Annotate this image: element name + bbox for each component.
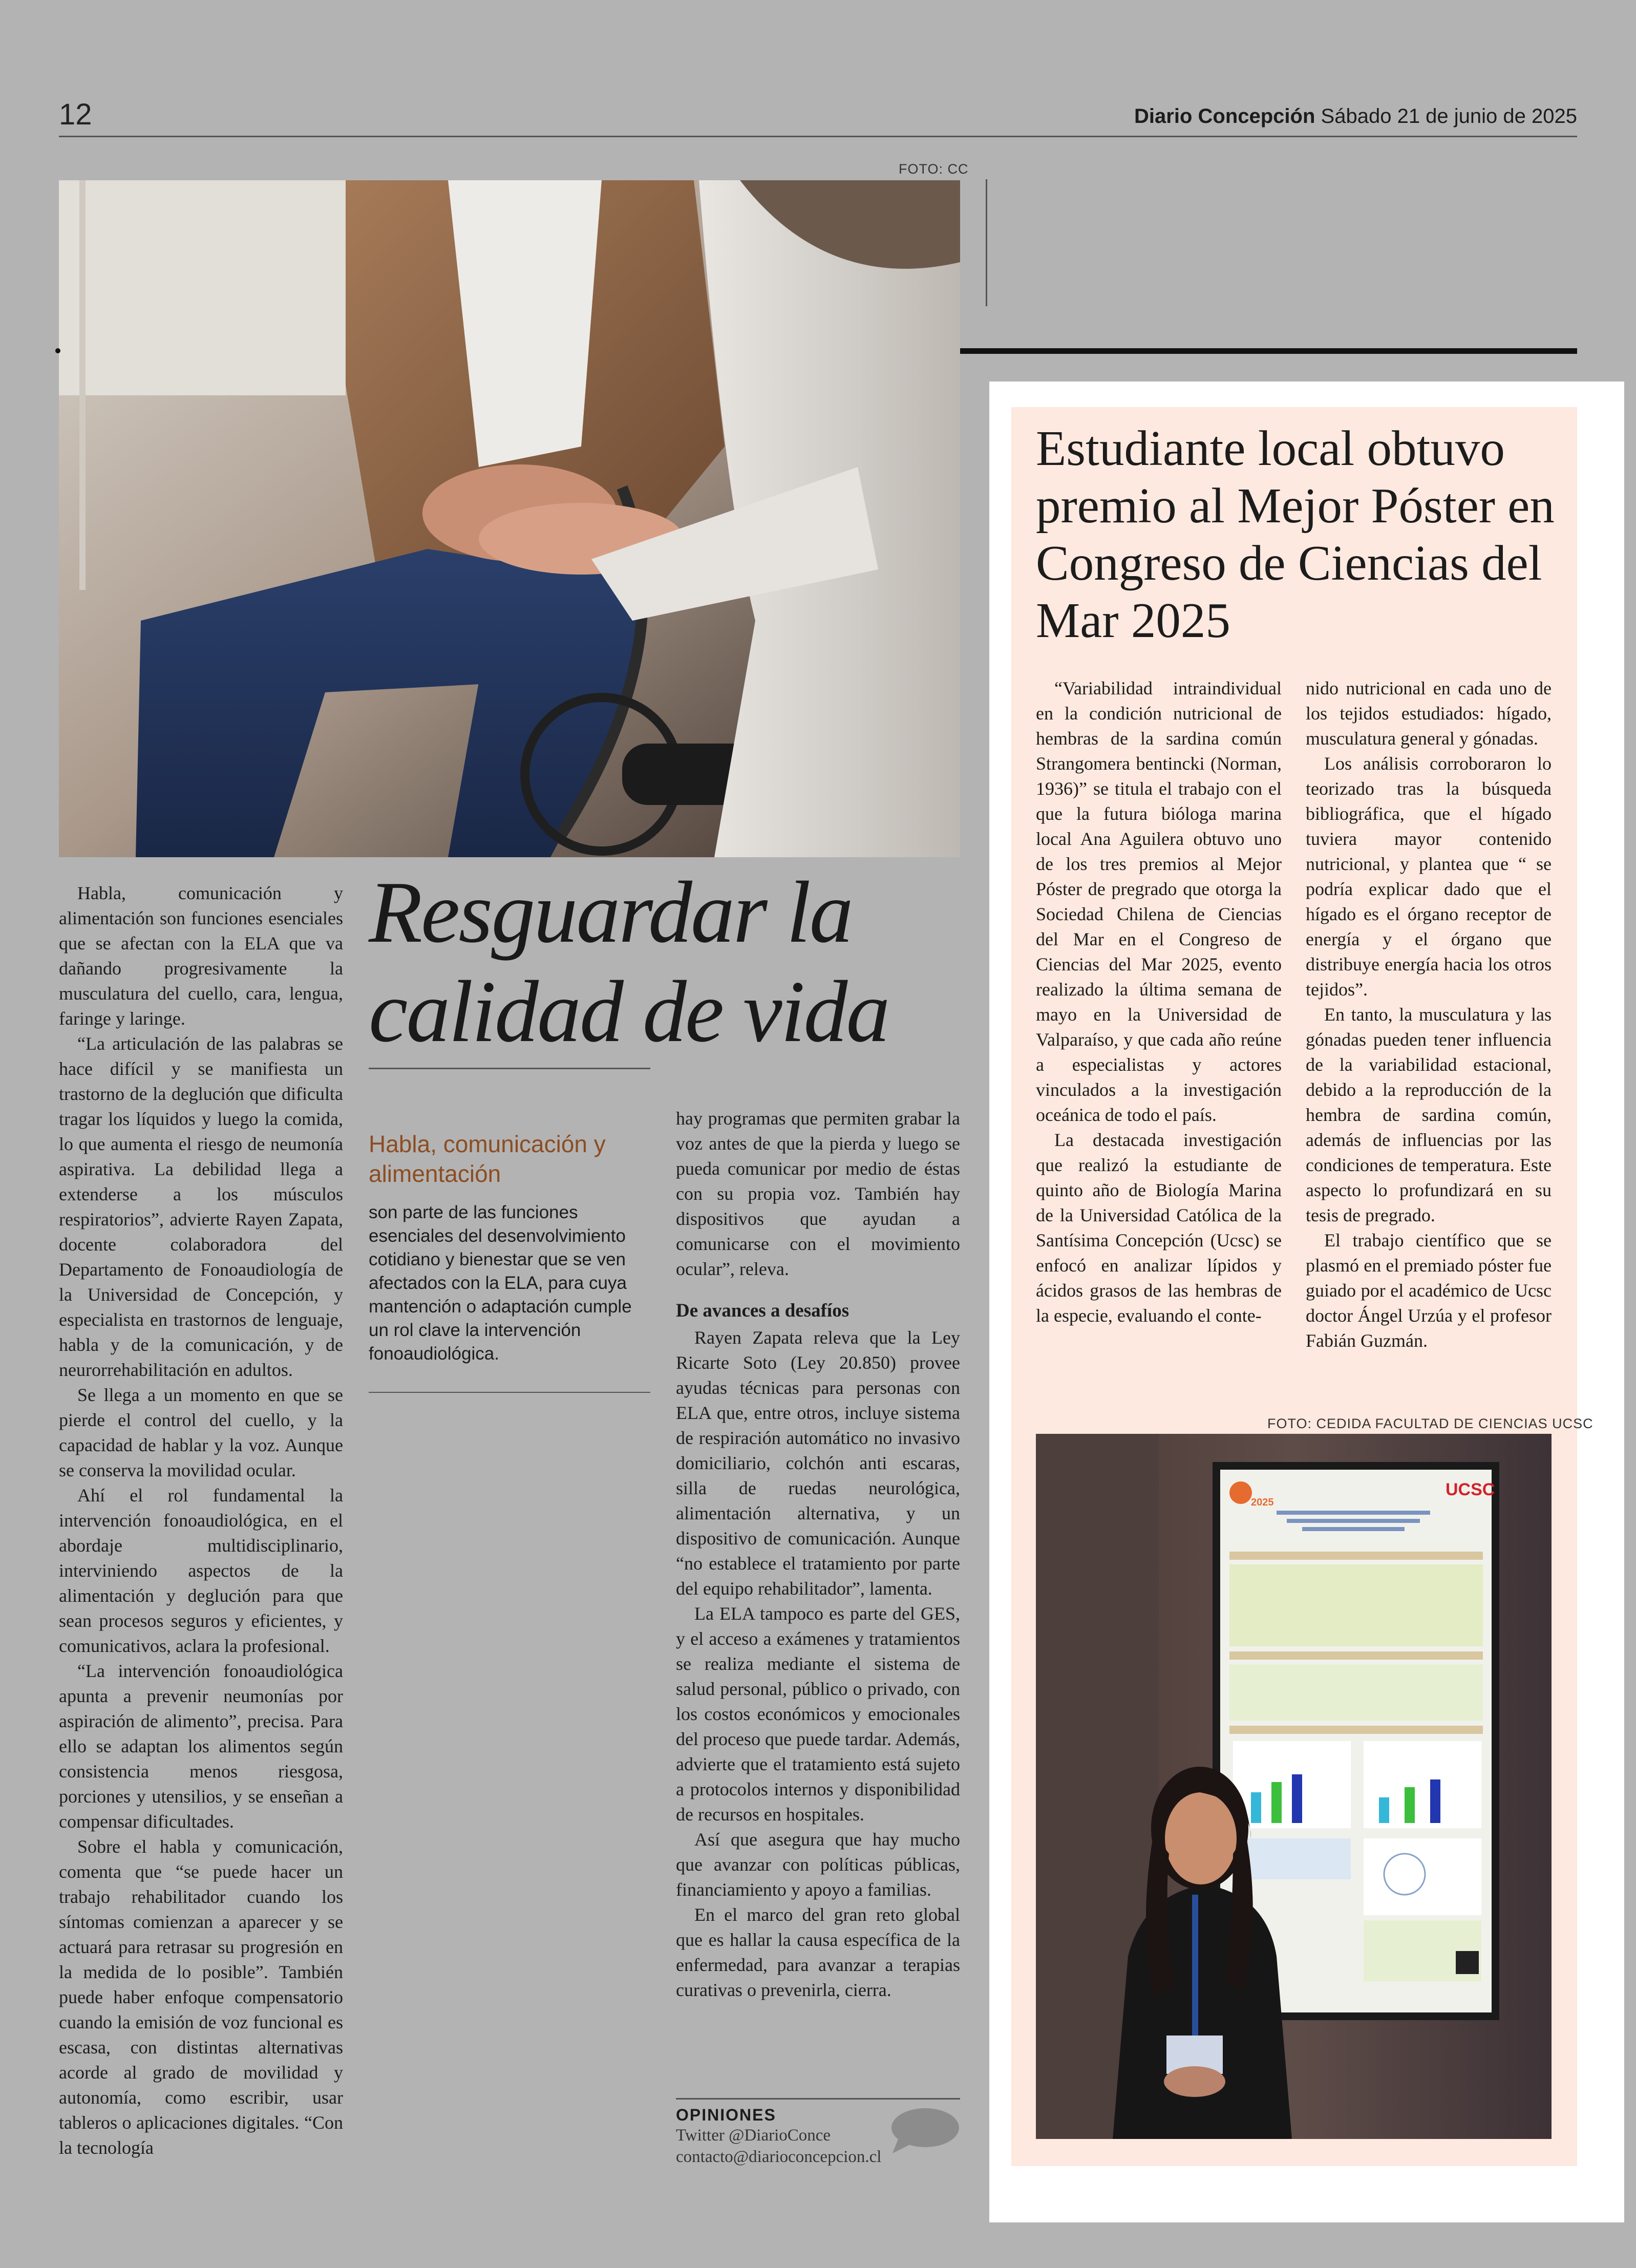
sidebar-photo (1036, 1434, 1552, 2139)
paragraph: Así que asegura que hay mucho que avanzar con políticas públicas, financiamiento y apoyo a familias. (676, 1829, 960, 1900)
poster-year: 2025 (1251, 1497, 1274, 1508)
sidebar-headline: Estudiante local obtuvo premio al Mejor Póster en Congreso de Ciencias del Mar 2025 (1036, 421, 1555, 648)
paragraph: “Variabilidad intraindividual en la condición nutricional de hembras de la sardina común Strangomera bentincki (Norman, 1936)” se titula el trabajo con el que la futura bióloga marina local Ana Aguilera obtuvo uno de los tres premios al Mejor Póster de pregrado que otorga la Sociedad Chilena de Ciencias del Mar en el Congreso de Ciencias del Mar 2025, evento realizado la última semana de mayo en la Universidad de Valparaíso, y que cada año reúne a especialistas y actores vinculados a la investigación oceánica de todo el país. (1036, 678, 1282, 1125)
issue-date: Sábado 21 de junio de 2025 (1321, 105, 1577, 128)
opinions-title: OPINIONES (676, 2106, 776, 2124)
column-rule (986, 179, 987, 306)
section-divider (960, 348, 1577, 354)
paragraph: La destacada investigación que realizó la estudiante de quinto año de Biología Marina de la Universidad Católica de la Santísima Concepción (Ucsc) se enfocó en analizar lípidos y ácidos grasos de las hembras de la especie, evaluando el conte- (1036, 1130, 1282, 1326)
paragraph: Ahí el rol fundamental la intervención fonoaudiológica, en el abordaje multidisciplinario, interviniendo aspectos de la alimentación y deglución para que sean procesos seguros y eficientes, y comunicativos, aclara la profesional. (59, 1485, 343, 1656)
lead-body: son parte de las funciones esenciales del desenvolvimiento cotidiano y bienestar que se ven afectados con la ELA, para cuya mantención o adaptación cumple un rol clave la intervención fonoaudiológica. (369, 1202, 632, 1364)
sidebar-col2 (1306, 676, 1552, 1353)
paragraph: Los análisis corroboraron lo teorizado tras la búsqueda bibliográfica, que el hígado tuviera mayor contenido nutricional, y plantea que “ se podría explicar dado que el hígado es el órgano receptor de energía y el órgano que distribuye energía hacia los otros tejidos”. (1306, 753, 1552, 1000)
photo-credit: FOTO: CC (899, 161, 969, 177)
speech-bubble-icon (888, 2107, 960, 2154)
header-rule (59, 136, 1577, 137)
paragraph: hay programas que permiten grabar la voz antes de que la pierda y luego se pueda comunicar por medio de éstas con su propia voz. También hay dispositivos que ayudan a comunicarse con el movimiento ocular”, releva. (676, 1108, 960, 1279)
sidebar-col1 (1036, 676, 1282, 1328)
paragraph: En tanto, la musculatura y las gónadas pueden tener influencia de la variabilidad estacional, debido a la reproducción de la hembra de sardina común, además de influencias por las condiciones de temperatura. Este aspecto lo profundizará en su tesis de pregrado. (1306, 1004, 1552, 1225)
contact-email[interactable]: contacto@diarioconcepcion.cl (676, 2148, 882, 2166)
lead-rule-top (369, 1068, 650, 1069)
newspaper-name: Diario Concepción (1134, 105, 1315, 128)
main-headline (369, 863, 958, 1062)
page-number: 12 (59, 98, 92, 131)
lead-title: Habla, comunicación y alimentación (369, 1131, 606, 1187)
poster-brand: UCSC (1446, 1480, 1495, 1499)
paragraph: Habla, comunicación y alimentación son funciones esenciales que se afectan con la ELA que va dañando progresivamente la musculatura del cuello, cara, lengua, faringe y laringe. (59, 883, 343, 1029)
rule-marker (55, 348, 60, 353)
main-photo (59, 180, 960, 857)
student-with-poster-image (1036, 1434, 1552, 2139)
paragraph: El trabajo científico que se plasmó en el premiado póster fue guiado por el académico de Ucsc doctor Ángel Urzúa y el profesor Fabián Guzmán. (1306, 1230, 1552, 1351)
paragraph: Rayen Zapata releva que la Ley Ricarte Soto (Ley 20.850) provee ayudas técnicas para personas con ELA que, entre otros, incluye sistema de respiración automático no invasivo domiciliario, colchón anti escaras, silla de ruedas neurológica, alimentación alternativa, y un dispositivo de comunicación. Aunque “no establece el tratamiento por parte del equipo rehabilitador”, lamenta. (676, 1327, 960, 1599)
main-article-col3 (676, 1106, 960, 2003)
subheading: De avances a desafíos (676, 1300, 849, 1321)
headline-line: Resguardar la (369, 864, 852, 961)
paragraph: Sobre el habla y comunicación, comenta que “se puede hacer un trabajo rehabilitador cuando los síntomas comienzan a aparecer y se actuará para retrasar su progresión en la medida de lo posible”. También puede haber enfoque compensatorio cuando la emisión de voz funcional es escasa, con distintas alternativas acorde al grado de movilidad y autonomía, como escribir, usar tableros o aplicaciones digitales. “Con la tecnología (59, 1836, 343, 2158)
paragraph: nido nutricional en cada uno de los tejidos estudiados: hígado, musculatura general y gónadas. (1306, 678, 1552, 749)
sidebar-photo-credit: FOTO: CEDIDA FACULTAD DE CIENCIAS UCSC (1267, 1416, 1593, 1431)
paragraph: La ELA tampoco es parte del GES, y el acceso a exámenes y tratamientos se realiza mediante el sistema de salud personal, público o privado, con los costos económicos y emocionales del proceso que puede tardar. Además, advierte que el tratamiento está sujeto a protocolos internos y disponibilidad de recursos en hospitales. (676, 1603, 960, 1825)
lead-rule-bottom (369, 1392, 650, 1393)
paragraph: “La intervención fonoaudiológica apunta a prevenir neumonías por aspiración de alimento”, precisa. Para ello se adaptan los alimentos según consistencia menos riesgosa, porciones y utensilios, y se enseñan a compensar dificultades. (59, 1661, 343, 1832)
twitter-handle[interactable]: Twitter @DiarioConce (676, 2126, 831, 2145)
paragraph: Se llega a un momento en que se pierde el control del cuello, y la capacidad de hablar y la voz. Aunque se conserva la movilidad ocular. (59, 1385, 343, 1480)
elderly-patient-image (59, 180, 960, 857)
paragraph: “La articulación de las palabras se hace difícil y se manifiesta un trastorno de la deglución que dificulta tragar los líquidos y luego la comida, lo que aumenta el riesgo de neumonía aspirativa. La debilidad llega a extenderse a los músculos respiratorios”, advierte Rayen Zapata, docente colaboradora del Departamento de Fonoaudiología de la Universidad de Concepción, y especialista en trastornos de lenguaje, habla y de la comunicación, y de neurorrehabilitación en adultos. (59, 1033, 343, 1380)
main-article-col1 (59, 881, 343, 2160)
masthead (1134, 105, 1577, 128)
paragraph: En el marco del gran reto global que es hallar la causa específica de la enfermedad, para avanzar a terapias curativas o prevenirla, cierra. (676, 1904, 960, 2000)
headline-line: calidad de vida (369, 963, 889, 1061)
